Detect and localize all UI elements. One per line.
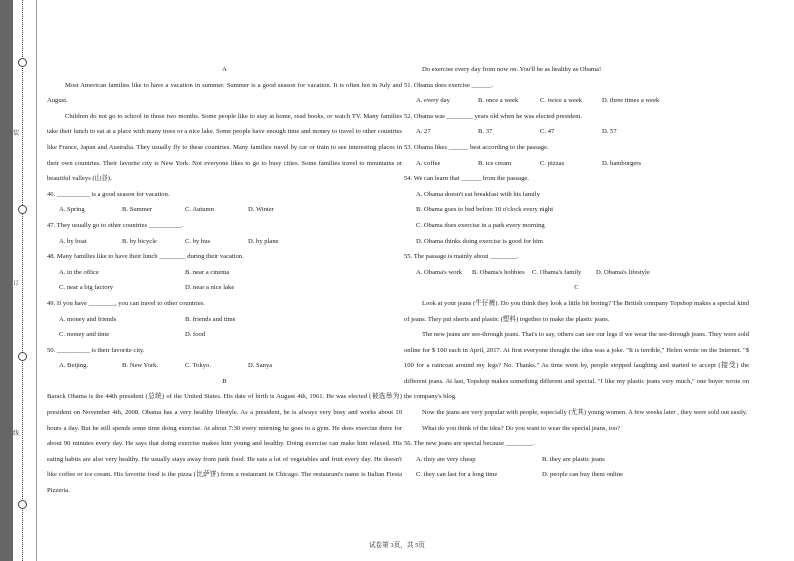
option: A. they are very cheap [416, 455, 476, 463]
question-53: 53. Obama likes ______ best according to the passage. [404, 143, 549, 151]
question-53-options [404, 156, 749, 172]
option: C. they can last for a long time [416, 471, 498, 479]
option: D. food [185, 331, 206, 339]
question-54: 54. We can learn that ______ from the passage. [404, 175, 529, 183]
option: B. 37 [478, 128, 493, 136]
question-56-options [404, 467, 749, 483]
question-48-options [47, 265, 402, 281]
question-51-options [404, 93, 749, 109]
binding-label: 订 [13, 281, 20, 287]
question-49-options [47, 312, 402, 328]
question-55: 55. The passage is mainly about ________. [404, 253, 519, 261]
passage-c-paragraph: What do you think of the idea? Do you want to wear the special jeans, too? [422, 424, 621, 432]
question-46: 46. __________ is a good season for vacation. [47, 190, 170, 198]
passage-c-paragraph: Look at your jeans (牛仔裤). Do you think they look a little bit boring? The British company Topshop makes a special kind of jeans. They put shorts and plastic (塑料) together to make the plastic jeans. [404, 299, 749, 323]
option: D. by plane [248, 237, 279, 245]
option: A. Beijing. [59, 362, 89, 370]
option: B. ice cream [478, 159, 512, 167]
option: A. money and friends [59, 315, 117, 323]
passage-c-paragraph: The new jeans are see-through jeans. That's to say, others can see our legs if we wear the see-through jeans. They were sold online for $ 100 each in April, 2017. At first everyone thought the idea was a joke. "It is terrible," Helen wrote on the Internet. "$ 100 for a raincoat around my legs? No. Thanks." As time went by, people stopped laughing and started to accept (接受) the different jeans. At last, Topshop makes something different and special. "I like my plastic jeans very much," one buyer wrote on the company's blog. [404, 331, 749, 401]
option: B. they are plastic jeans [542, 455, 605, 463]
option: A. coffee [416, 159, 441, 167]
binding-margin [0, 0, 28, 561]
question-52: 52. Obama was ________ years old when he was elected president. [404, 112, 582, 120]
question-50: 50. __________ is their favorite city. [47, 346, 145, 354]
question-56: 56. The new jeans are special because ________. [404, 440, 534, 448]
passage-a-paragraph: Most American families like to have a vacation in summer. Summer is a good season for vacation. It is often hot in July and August. [47, 81, 402, 105]
option: B. New York. [122, 362, 159, 370]
option: B. near a cinema [185, 268, 230, 276]
section-heading-a: A [222, 66, 227, 73]
option: C. Obama's family [532, 268, 582, 276]
binding-label: 线 [13, 431, 20, 437]
right-column [404, 62, 749, 483]
option: D. three times a week [602, 97, 660, 105]
option: C. 47 [540, 128, 555, 136]
question-52-options [404, 124, 749, 140]
binding-label: 装 [13, 131, 20, 137]
option: C. near a big factory [59, 284, 114, 292]
option: B. Summer [122, 206, 153, 214]
question-49-options [47, 327, 402, 343]
option: A. by boat [59, 237, 87, 245]
option: C. twice a week [540, 97, 583, 105]
binding-dotted-line [22, 0, 23, 561]
option: A. 27 [416, 128, 431, 136]
passage-a-paragraph: Children do not go to school in those two months. Some people like to stay at home, read books, or watch TV. Many families take their lunch to eat at a place with many trees or a nice lake. Some people have enough time and money to travel to other countries like France, Japan and Australia. They usually fly to these countries. Many families travel by car or train to see interesting places in their own countries. Their favorite city is New York. Not everyone likes to go to busy cities. Some families travel to mountains or beautiful valleys (山谷). [47, 112, 402, 183]
option: D. Sanya [248, 362, 273, 370]
margin-line [36, 0, 37, 561]
question-48: 48. Many families like to have their lunch ________ during their vacation. [47, 253, 244, 261]
section-heading-c: C [574, 284, 579, 292]
option: C. Autumn [185, 206, 214, 214]
option: B. once a week [478, 97, 519, 105]
binding-hole [18, 58, 27, 67]
option: D. hamburgers [602, 159, 642, 167]
question-47-options [47, 234, 402, 250]
option: A. Obama doesn't eat breakfast with his family [416, 190, 540, 198]
option: A. Spring [59, 206, 85, 214]
question-56-options [404, 452, 749, 468]
option: B. Obama's hobbies [472, 268, 525, 276]
option: D. people can buy them online [542, 471, 623, 479]
question-46-options [47, 202, 402, 218]
passage-c-paragraph: Now the jeans are very popular with people, especially (尤其) young women. A few weeks later , they were sold out easily. [422, 409, 748, 417]
question-49: 49. If you have ________, you can travel to other countries. [47, 299, 206, 307]
question-48-options [47, 280, 402, 296]
option: C. money and time [59, 331, 110, 339]
section-heading-b: B [222, 377, 227, 385]
option: D. near a nice lake [185, 284, 235, 292]
passage-b-ending: Do exercise every day from now on. You'll be as healthy as Obama! [422, 66, 602, 73]
passage-b-paragraph: Barack Obama is the 44th president (总统) of the United States. His date of birth is August 4th, 1961. He was elected (被选举为) president on November 4th, 2008. Obama has a very healthy lifestyle. As a president, he is always very busy and works about 10 hours a day. But he still spends some time doing exercise. At about 7:30 every morning he goes to a gym. He does exercise there for about 90 minutes every day. He says that doing exercise makes him young and healthy. Doing exercise can make him relaxed. His eating habits are also very healthy. He usually stays away from junk food. He eats a lot of vegetables and fruit every day. He doesn't like coffee or ice cream. His favorite food is the pizza (比萨饼) from a restaurant in Chicago. The restaurant's name is Italian Fiesta Pizzeria. [47, 393, 402, 495]
option: C. pizzas [540, 159, 565, 167]
question-55-options [404, 265, 749, 281]
option: B. by bicycle [122, 237, 157, 245]
option: C. Obama does exercise in a park every morning [416, 221, 545, 229]
binding-strip [0, 0, 13, 561]
question-50-options [47, 358, 402, 374]
option: C. Tokyo. [185, 362, 211, 370]
binding-hole [18, 500, 27, 509]
option: D. Obama's lifestyle [596, 268, 650, 276]
option: C. by bus [185, 237, 211, 245]
left-column [47, 62, 402, 499]
option: D. Winter [248, 206, 274, 214]
page-footer: 试卷第 3页，共 5页 [368, 542, 426, 549]
question-51: 51. Obama does exercise ______. [404, 81, 493, 89]
option: A. in the office [59, 268, 99, 276]
option: A. Obama's work [416, 268, 463, 276]
option: D. 57 [602, 128, 617, 136]
option: B. friends and time [185, 315, 236, 323]
binding-hole [18, 205, 27, 214]
question-47: 47. They usually go to other countries __________. [47, 221, 184, 229]
option: B. Obama goes to bed before 10 o'clock every night [416, 206, 554, 214]
binding-hole [18, 352, 27, 361]
option: D. Obama thinks doing exercise is good for him [416, 237, 543, 245]
option: A. every day [416, 97, 450, 105]
